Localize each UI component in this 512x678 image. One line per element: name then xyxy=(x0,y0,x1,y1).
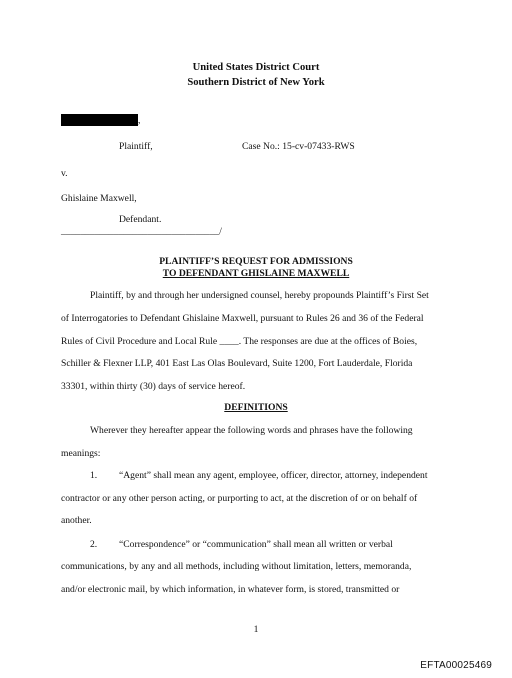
defendant-label: Defendant. xyxy=(119,214,162,225)
versus: v. xyxy=(61,168,68,179)
intro-line: Plaintiff, by and through her undersigned counsel, hereby propounds Plaintiff’s First Set xyxy=(90,290,429,301)
intro-line: 33301, within thirty (30) days of service hereof. xyxy=(61,381,246,392)
definitions-intro-line: Wherever they hereafter appear the following words and phrases have the following xyxy=(90,425,413,436)
title-line-1: PLAINTIFF’S REQUEST FOR ADMISSIONS xyxy=(159,256,353,267)
intro-line: Rules of Civil Procedure and Local Rule ____. The responses are due at the offices of Boies, xyxy=(61,336,418,347)
item-line: and/or electronic mail, by which information, in whatever form, is stored, transmitted or xyxy=(61,584,400,595)
item-line: communications, by any and all methods, including without limitation, letters, memoranda, xyxy=(61,561,412,572)
intro-line: of Interrogatories to Defendant Ghislaine Maxwell, pursuant to Rules 26 and 36 of the Federal xyxy=(61,313,424,324)
plaintiff-label: Plaintiff, xyxy=(119,141,153,152)
definitions-heading: DEFINITIONS xyxy=(224,402,288,413)
item-line: another. xyxy=(61,515,92,526)
item-line: contractor or any other person acting, or purporting to act, at the discretion of or on behalf of xyxy=(61,493,418,504)
definitions-intro-line: meanings: xyxy=(61,448,101,459)
defendant-name: Ghislaine Maxwell, xyxy=(61,193,137,204)
item-line: “Agent” shall mean any agent, employee, officer, director, attorney, independent xyxy=(119,470,428,481)
intro-line: Schiller & Flexner LLP, 401 East Las Olas Boulevard, Suite 1200, Fort Lauderdale, Florida xyxy=(61,358,413,369)
plaintiff-name-trail: , xyxy=(138,115,141,126)
page-number: 1 xyxy=(253,624,259,635)
redaction-box xyxy=(61,114,141,126)
title-line-2: TO DEFENDANT GHISLAINE MAXWELL xyxy=(162,268,350,279)
document-id: EFTA00025469 xyxy=(420,660,492,671)
case-number: Case No.: 15-cv-07433-RWS xyxy=(242,141,355,152)
item-line: “Correspondence” or “communication” shall mean all written or verbal xyxy=(119,539,393,550)
item-number: 1. xyxy=(90,470,98,481)
caption-rule: _________________________________/ xyxy=(61,226,222,237)
court-district: Southern District of New York xyxy=(187,77,325,88)
court-name: United States District Court xyxy=(192,62,320,73)
item-number: 2. xyxy=(90,539,98,550)
